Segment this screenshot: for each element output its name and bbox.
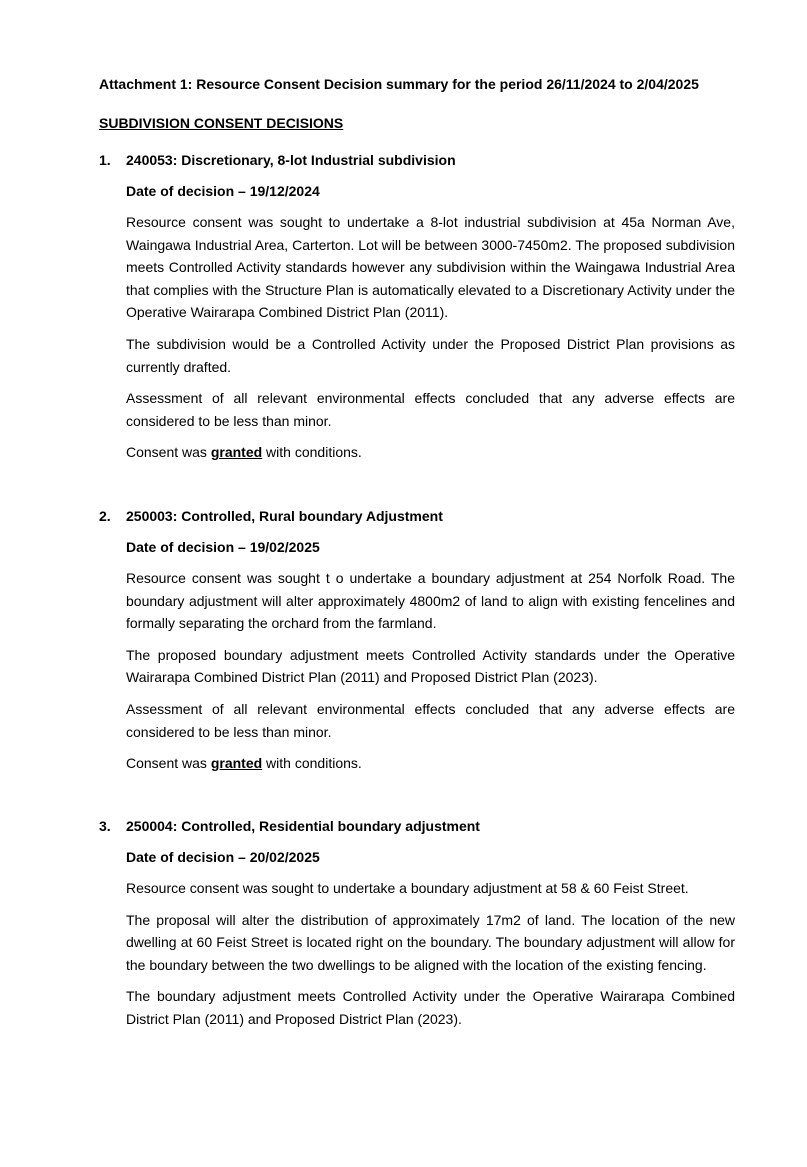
item-paragraph: The proposal will alter the distribution of approximately 17m2 of land. The location of the new dwelling at 60 Feist Street is located right on the boundary. The boundary adjustment will allow for the boundary between the two dwellings to be aligned with the location of the existing fencing.: [126, 911, 735, 973]
decision-item-2: [99, 505, 735, 784]
item-paragraph: Assessment of all relevant environmental effects concluded that any adverse effects are considered to be less than minor.: [126, 390, 735, 429]
item-heading: [99, 815, 735, 837]
decision-item-1: [99, 149, 735, 473]
outcome-prefix: Consent was: [126, 755, 211, 772]
item-paragraph: Assessment of all relevant environmental effects concluded that any adverse effects are considered to be less than minor.: [126, 700, 735, 740]
item-body: [126, 536, 735, 775]
outcome-decision: granted: [210, 444, 263, 461]
item-heading: [99, 149, 735, 171]
decision-date: Date of decision – 19/12/2024: [126, 183, 320, 199]
section-heading: SUBDIVISION CONSENT DECISIONS: [99, 115, 344, 131]
item-heading: [99, 505, 735, 527]
item-body: [126, 846, 735, 1031]
item-number: 2.: [99, 508, 111, 524]
item-body: [126, 180, 735, 464]
item-number: 1.: [99, 152, 111, 168]
consent-outcome: [126, 441, 735, 464]
item-heading-text: 250003: Controlled, Rural boundary Adjustment: [126, 508, 443, 524]
decision-date: Date of decision – 20/02/2025: [126, 849, 320, 865]
outcome-suffix: with conditions.: [262, 755, 362, 772]
item-heading-text: 240053: Discretionary, 8-lot Industrial subdivision: [126, 152, 456, 168]
consent-outcome: [126, 752, 735, 775]
item-paragraph: Resource consent was sought to undertake a boundary adjustment at 58 & 60 Feist Street.: [126, 880, 689, 896]
outcome-suffix: with conditions.: [262, 444, 362, 461]
item-heading-text: 250004: Controlled, Residential boundary adjustment: [126, 818, 480, 834]
document-title: Attachment 1: Resource Consent Decision summary for the period 26/11/2024 to 2/04/2025: [99, 76, 699, 92]
decision-date: Date of decision – 19/02/2025: [126, 539, 320, 555]
item-number: 3.: [99, 818, 111, 834]
decision-item-3: [99, 815, 735, 1040]
item-paragraph: The proposed boundary adjustment meets Controlled Activity standards under the Operative Wairarapa Combined District Plan (2011) and Proposed District Plan (2023).: [126, 646, 735, 686]
item-paragraph: Resource consent was sought to undertake a 8-lot industrial subdivision at 45a Norman Ave, Waingawa Industrial Area, Carterton. Lot will be between 3000-7450m2. The proposed subdivision meets Controlled Activity standards however any subdivision within the Waingawa Industrial Area that complies with the Structure Plan is automatically elevated to a Discretionary Activity under the Operative Wairarapa Combined District Plan (2011).: [126, 214, 735, 321]
outcome-decision: granted: [210, 755, 263, 772]
item-paragraph: The boundary adjustment meets Controlled Activity under the Operative Wairarapa Combined District Plan (2011) and Proposed District Plan (2023).: [126, 988, 735, 1027]
outcome-prefix: Consent was: [126, 444, 211, 461]
item-paragraph: Resource consent was sought t o undertake a boundary adjustment at 254 Norfolk Road. The boundary adjustment will alter approximately 4800m2 of land to align with existing fencelines and formally separating the orchard from the farmland.: [126, 570, 735, 632]
item-paragraph: The subdivision would be a Controlled Activity under the Proposed District Plan provisions as currently drafted.: [126, 335, 735, 375]
